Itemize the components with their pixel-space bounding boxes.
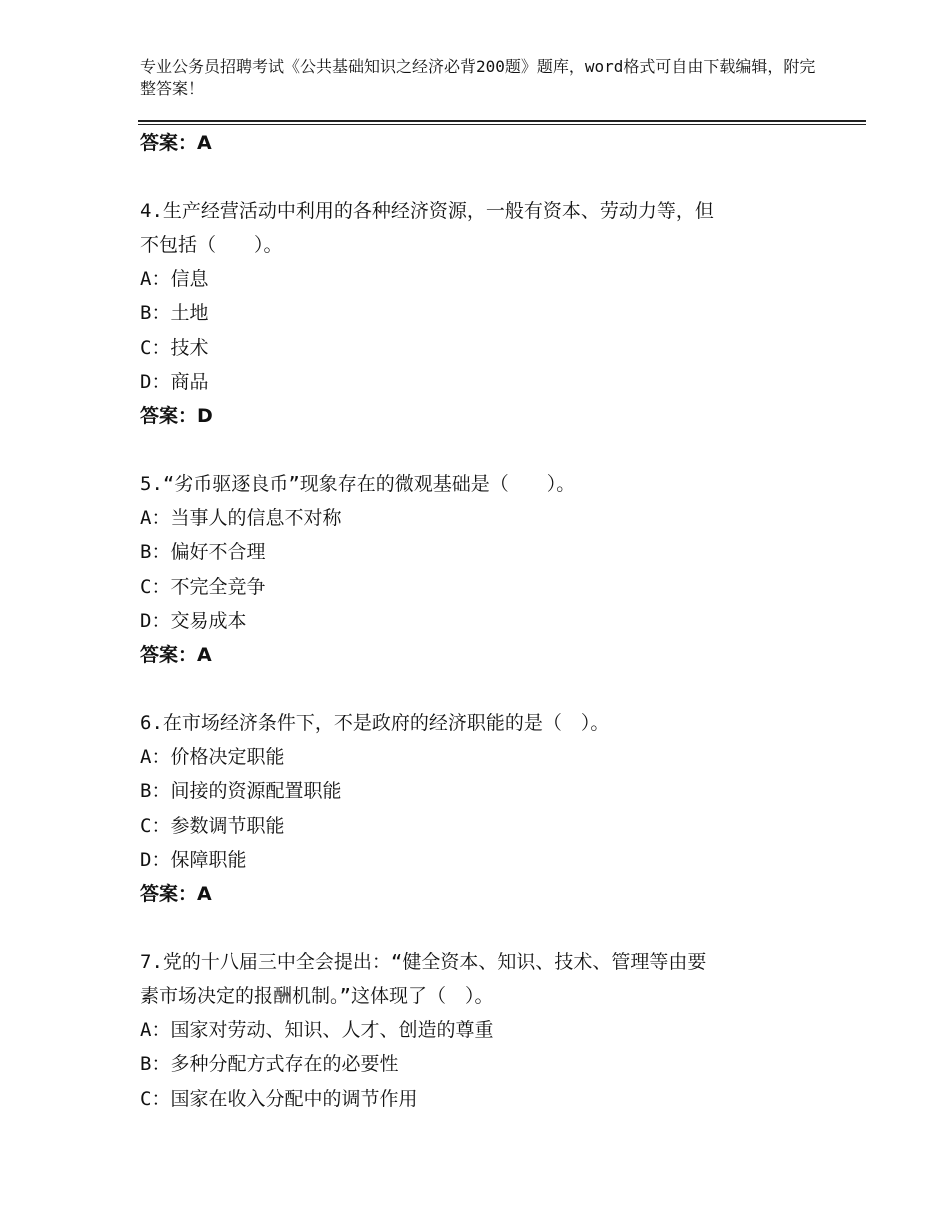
header-divider — [138, 120, 866, 125]
question-6-option-c: C：参数调节职能 — [140, 815, 285, 837]
question-4-option-a: A：信息 — [140, 268, 209, 290]
question-4-option-c: C：技术 — [140, 337, 209, 359]
question-4-stem-line1: 4.生产经营活动中利用的各种经济资源，一般有资本、劳动力等，但 — [140, 200, 714, 222]
question-6-stem-line1: 6.在市场经济条件下，不是政府的经济职能的是（ ）。 — [140, 712, 610, 734]
question-4-option-d: D：商品 — [140, 371, 209, 393]
question-5-option-d: D：交易成本 — [140, 610, 247, 632]
question-5-stem-line1: 5.“劣币驱逐良币”现象存在的微观基础是（ ）。 — [140, 473, 576, 495]
question-6-option-d: D：保障职能 — [140, 849, 247, 871]
question-5-option-a: A：当事人的信息不对称 — [140, 507, 342, 529]
question-4-answer: 答案：D — [140, 405, 213, 427]
question-6-answer: 答案：A — [140, 883, 212, 905]
question-5-option-b: B：偏好不合理 — [140, 541, 266, 563]
question-7-stem-line2: 素市场决定的报酬机制。”这体现了（ ）。 — [140, 985, 494, 1007]
question-6-option-a: A：价格决定职能 — [140, 746, 285, 768]
previous-answer: 答案：A — [140, 132, 212, 154]
question-7-option-c: C：国家在收入分配中的调节作用 — [140, 1088, 418, 1110]
question-5-option-c: C：不完全竞争 — [140, 576, 266, 598]
question-7-option-b: B：多种分配方式存在的必要性 — [140, 1053, 399, 1075]
question-5-answer: 答案：A — [140, 644, 212, 666]
question-4-stem-line2: 不包括（ ）。 — [140, 234, 283, 256]
question-7-stem-line1: 7.党的十八届三中全会提出：“健全资本、知识、技术、管理等由要 — [140, 951, 707, 973]
question-6-option-b: B：间接的资源配置职能 — [140, 780, 342, 802]
question-4-option-b: B：土地 — [140, 302, 209, 324]
page-header-text: 专业公务员招聘考试《公共基础知识之经济必背200题》题库，word格式可自由下载编辑，附完整答案！ — [140, 57, 816, 98]
question-7-option-a: A：国家对劳动、知识、人才、创造的尊重 — [140, 1019, 494, 1041]
